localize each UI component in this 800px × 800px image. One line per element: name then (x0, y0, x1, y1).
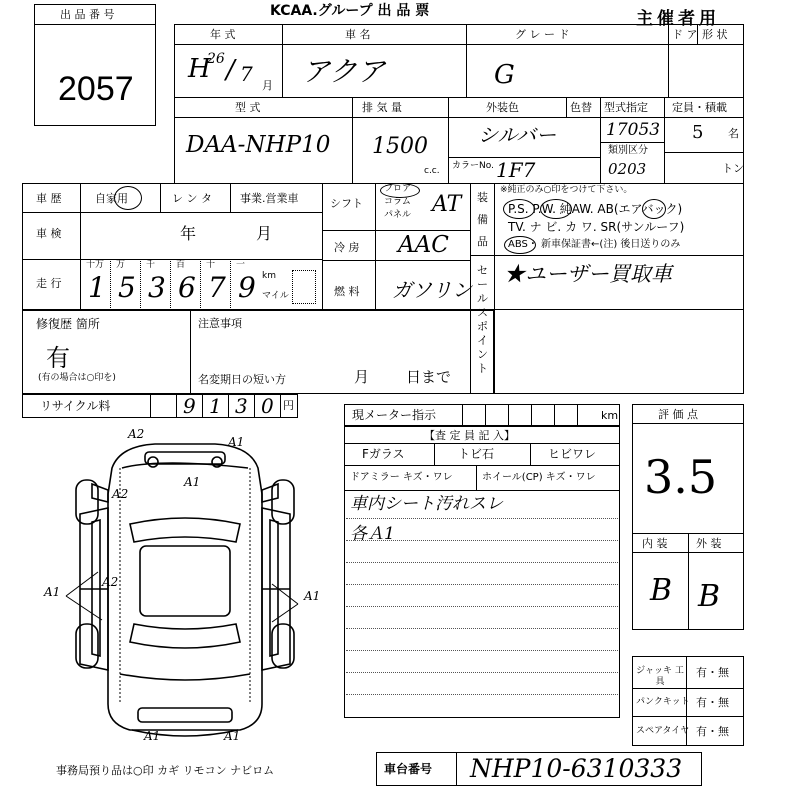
equipment-note: ※純正のみ○印をつけて下さい。 (500, 185, 633, 195)
inspection-year-unit: 年 (180, 224, 197, 243)
equipment-line-2: TV. ナ ビ. カ ワ. SR(サンルーフ) (508, 220, 685, 234)
capacity-unit: 名 (728, 127, 739, 140)
mirror-label: ドアミラー キズ・ワレ (350, 472, 453, 483)
aircon-label: 冷 房 (334, 241, 360, 254)
damage-mark: A2 (128, 427, 145, 441)
year-era: H (188, 54, 211, 84)
name-change-label: 名変期日の短い方 (198, 373, 286, 386)
damage-mark: A2 (112, 487, 129, 501)
car-name: アクア (302, 55, 386, 88)
shift-option-floor: フロア (384, 184, 412, 194)
class-number: 0203 (608, 160, 647, 178)
year-number: 26 (207, 51, 225, 67)
doors-label: ド ア (672, 28, 698, 41)
inspector-title: 【査 定 員 記 入】 (424, 429, 515, 442)
wheel-label: ホイール(CP) キズ・ワレ (482, 472, 596, 483)
recycle-digit: 3 (235, 394, 248, 418)
evaluation-label: 評 価 点 (658, 408, 698, 421)
sales-side-0: セ (477, 264, 488, 277)
inspector-note-1: 車内シート汚れスレ (350, 494, 503, 514)
mileage-digit: 1 (88, 271, 106, 304)
damage-mark: A1 (44, 585, 61, 599)
recycle-digit: 9 (183, 394, 196, 418)
chassis-number: NHP10-6310333 (470, 754, 683, 783)
class-label: 類別区分 (608, 145, 648, 156)
aircon-value: AAC (398, 232, 449, 258)
car-name-label: 車 名 (345, 28, 371, 41)
shift-label: シフト (330, 197, 363, 210)
history-own-circle (114, 186, 142, 210)
equipment-side-2: 備 (477, 213, 488, 226)
ab-circle (642, 199, 666, 219)
name-change-day: 日まで (406, 368, 452, 386)
mileage-place-label: 千 (146, 260, 156, 270)
org-title: KCAA.グループ 出 品 票 (270, 3, 430, 19)
mile-unit: マイル (262, 291, 289, 301)
shift-option-panel: パネル (384, 210, 412, 220)
tool-puncture-value: 有・無 (696, 696, 729, 709)
month-unit: 月 (262, 79, 273, 92)
color-no-label: カラーNo. (452, 161, 494, 171)
interior-grade: B (650, 573, 673, 608)
tool-puncture-label: パンクキット (636, 697, 690, 707)
repair-label: 修復歴 箇所 (36, 317, 100, 331)
grade-label: グ レ ー ド (515, 28, 570, 41)
mileage-place-label: 一 (236, 260, 246, 270)
model-label: 型 式 (235, 101, 261, 114)
sales-side-3: ス (477, 306, 488, 319)
chip-label: トビ石 (458, 447, 495, 461)
name-change-month: 月 (354, 368, 370, 386)
meter-unit: km (601, 409, 619, 422)
year-separator: / (226, 55, 235, 85)
sponsor-label: 主催者用 (636, 9, 720, 29)
equipment-line-1: P.S. P.W. 純AW. AB(エアバック) (508, 202, 683, 216)
model-value: DAA-NHP10 (186, 132, 331, 158)
year-label: 年 式 (210, 28, 236, 41)
repair-note: (有の場合は○印を) (38, 373, 116, 383)
inspection-label: 車 検 (36, 227, 62, 240)
recycle-unit: 円 (283, 399, 294, 412)
tool-jack-label: ジャッキ 工具 (636, 666, 684, 687)
recycle-label: リサイクル料 (40, 399, 111, 413)
meter-label: 現メーター指示 (352, 408, 437, 422)
repair-value: 有 (46, 344, 70, 372)
sales-side-5: イ (477, 334, 488, 347)
pw-circle (540, 199, 572, 219)
equipment-side-1: 装 (477, 191, 488, 204)
mileage-place-label: 万 (116, 260, 126, 270)
capacity-label: 定員・積載 (672, 101, 727, 114)
capacity-value: 5 (692, 122, 704, 143)
model-designation: 17053 (606, 120, 661, 140)
mileage-digit: 3 (148, 271, 166, 304)
sales-side-7: ト (477, 362, 488, 375)
evaluation-score: 3.5 (644, 450, 718, 504)
damage-mark: A1 (144, 729, 161, 743)
inspector-frame (344, 426, 620, 718)
abs-circle (504, 236, 536, 254)
recycle-digit: 1 (209, 394, 222, 418)
inspection-month-unit: 月 (256, 224, 273, 243)
shift-option-column: コラム (384, 197, 411, 207)
grade-value: G (494, 60, 515, 90)
color-number: 1F7 (496, 158, 536, 182)
mileage-digit: 5 (118, 271, 136, 304)
load-unit: トン (722, 162, 744, 175)
mileage-place-label: 百 (176, 260, 186, 270)
damage-mark: A2 (102, 575, 119, 589)
color-change-label: 色替 (570, 101, 592, 114)
lot-number-label: 出 品 番 号 (60, 8, 115, 21)
damage-mark: A1 (184, 475, 201, 489)
car-damage-diagram (40, 424, 330, 754)
exterior-color-label: 外装色 (486, 101, 519, 114)
equipment-side-3: 品 (477, 235, 488, 248)
history-own-use: 自家用 (95, 192, 128, 205)
exterior-label: 外 装 (696, 537, 722, 550)
fuel-value: ガソリン (392, 278, 472, 302)
tool-jack-value: 有・無 (696, 666, 729, 679)
history-label: 車 歴 (36, 192, 62, 205)
mileage-place-label: 十 (206, 260, 216, 270)
history-rental: レ ン タ (172, 192, 212, 205)
lot-number: 2057 (58, 70, 134, 108)
inspector-note-2: 各Ａ1 (350, 524, 395, 544)
equipment-line-3: ABS・ 新車保証書←(注) 後日送りのみ (508, 239, 681, 250)
chassis-label: 車台番号 (384, 762, 433, 776)
sales-side-1: ー (477, 278, 488, 291)
sales-side-2: ル (477, 292, 488, 305)
displacement-value: 1500 (372, 134, 428, 159)
displacement-label: 排 気 量 (362, 101, 402, 114)
exterior-grade: B (698, 579, 721, 614)
month-number: 7 (240, 62, 253, 86)
shift-floor-circle (380, 183, 420, 198)
footer-items-note: 事務局預り品は○印 カギ リモコン ナビロム (56, 764, 275, 777)
tool-spare-label: スペアタイヤ (636, 726, 690, 736)
mileage-label: 走 行 (36, 277, 62, 290)
fuel-label: 燃 料 (334, 285, 360, 298)
damage-mark: A1 (224, 729, 241, 743)
km-unit: km (262, 271, 276, 281)
model-designation-label: 型式指定 (604, 101, 648, 114)
crack-label: ヒビワレ (548, 447, 597, 461)
sales-point-text: ★ユーザー買取車 (504, 262, 672, 286)
exterior-color: シルバー (478, 123, 557, 147)
mileage-place-label: 十万 (86, 260, 105, 270)
mileage-digit: 9 (238, 271, 256, 304)
history-business: 事業.営業車 (240, 192, 299, 205)
damage-mark: A1 (304, 589, 321, 603)
interior-label: 内 装 (642, 537, 668, 550)
cc-unit: c.c. (424, 166, 440, 176)
damage-mark: A1 (228, 435, 245, 449)
sales-side-4: ポ (477, 320, 488, 333)
shape-label: 形 状 (702, 28, 728, 41)
front-glass-label: Fガラス (362, 447, 405, 461)
recycle-digit: 0 (261, 394, 274, 418)
mileage-digit: 6 (178, 271, 196, 304)
shift-value: AT (432, 192, 462, 217)
tool-spare-value: 有・無 (696, 725, 729, 738)
sales-side-6: ン (477, 348, 488, 361)
mileage-digit: 7 (208, 271, 226, 304)
ps-circle (503, 199, 535, 219)
caution-label: 注意事項 (198, 317, 242, 330)
mile-checkbox (292, 270, 316, 304)
